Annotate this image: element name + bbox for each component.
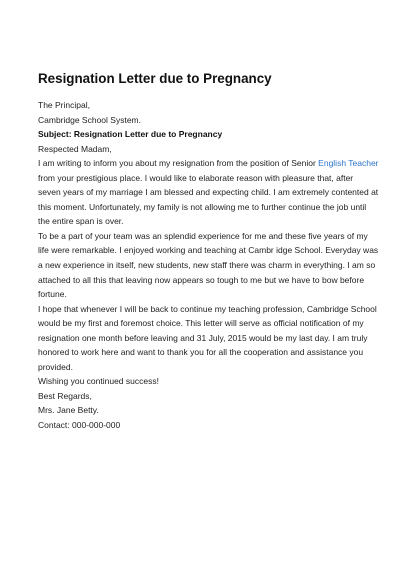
letter-page [38, 70, 379, 433]
paragraph-1-line-4: this moment. Unfortunately, my family is not allowing me to further continue the job until [38, 201, 367, 212]
paragraph-1-line-1 [38, 156, 379, 171]
english-teacher-link[interactable]: English Teacher [318, 158, 379, 169]
paragraph-3-line-4: honored to work here and want to thank you for all the cooperation and assistance you [38, 347, 364, 358]
salutation: Respected Madam, [38, 143, 112, 154]
paragraph-2-line-1: To be a part of your team was an splendid experience for me and these five years of my [38, 230, 368, 241]
paragraph-3-line-3: resignation one month before leaving and 31 July, 2015 would be my last day. I am truly [38, 332, 368, 343]
paragraph-1-line-2: from your prestigious place. I would like to elaborate reason with pleasure that, after [38, 172, 354, 183]
paragraph-1-line-5: the entire span is over. [38, 216, 124, 227]
recipient-line-1: The Principal, [38, 100, 90, 110]
signature-name: Mrs. Jane Betty. [38, 405, 99, 416]
paragraph-1-line-1-text: I am writing to inform you about my resignation from the position of Senior [38, 158, 319, 169]
closing-regards: Best Regards, [38, 390, 92, 401]
letter-title: Resignation Letter due to Pregnancy [38, 71, 272, 86]
paragraph-3-line-5: provided. [38, 361, 73, 372]
paragraph-3-line-1: I hope that whenever I will be back to continue my teaching profession, Cambridge School [38, 303, 377, 314]
paragraph-3-line-2: would be my first and foremost choice. This letter will serve as official notification of my [38, 318, 364, 329]
recipient-line-2: Cambridge School System. [38, 114, 141, 125]
paragraph-2-line-4: attached to all this that leaving now appears so tough to me but we have to bow before [38, 274, 365, 285]
closing-wish: Wishing you continued success! [38, 376, 159, 387]
contact-line: Contact: 000-000-000 [38, 420, 121, 431]
paragraph-2-line-5: fortune. [38, 289, 67, 300]
subject-line: Subject: Resignation Letter due to Pregnancy [38, 129, 223, 140]
paragraph-2-line-2: life were remarkable. I enjoyed working and teaching at Cambr idge School. Everyday was [38, 245, 379, 256]
paragraph-1-line-3: seven years of my marriage I am blessed and expecting child. I am extremely contented at [38, 187, 379, 198]
paragraph-2-line-3: a new experience in itself, new students, new staff there was charm in everything. I am so [38, 260, 376, 271]
